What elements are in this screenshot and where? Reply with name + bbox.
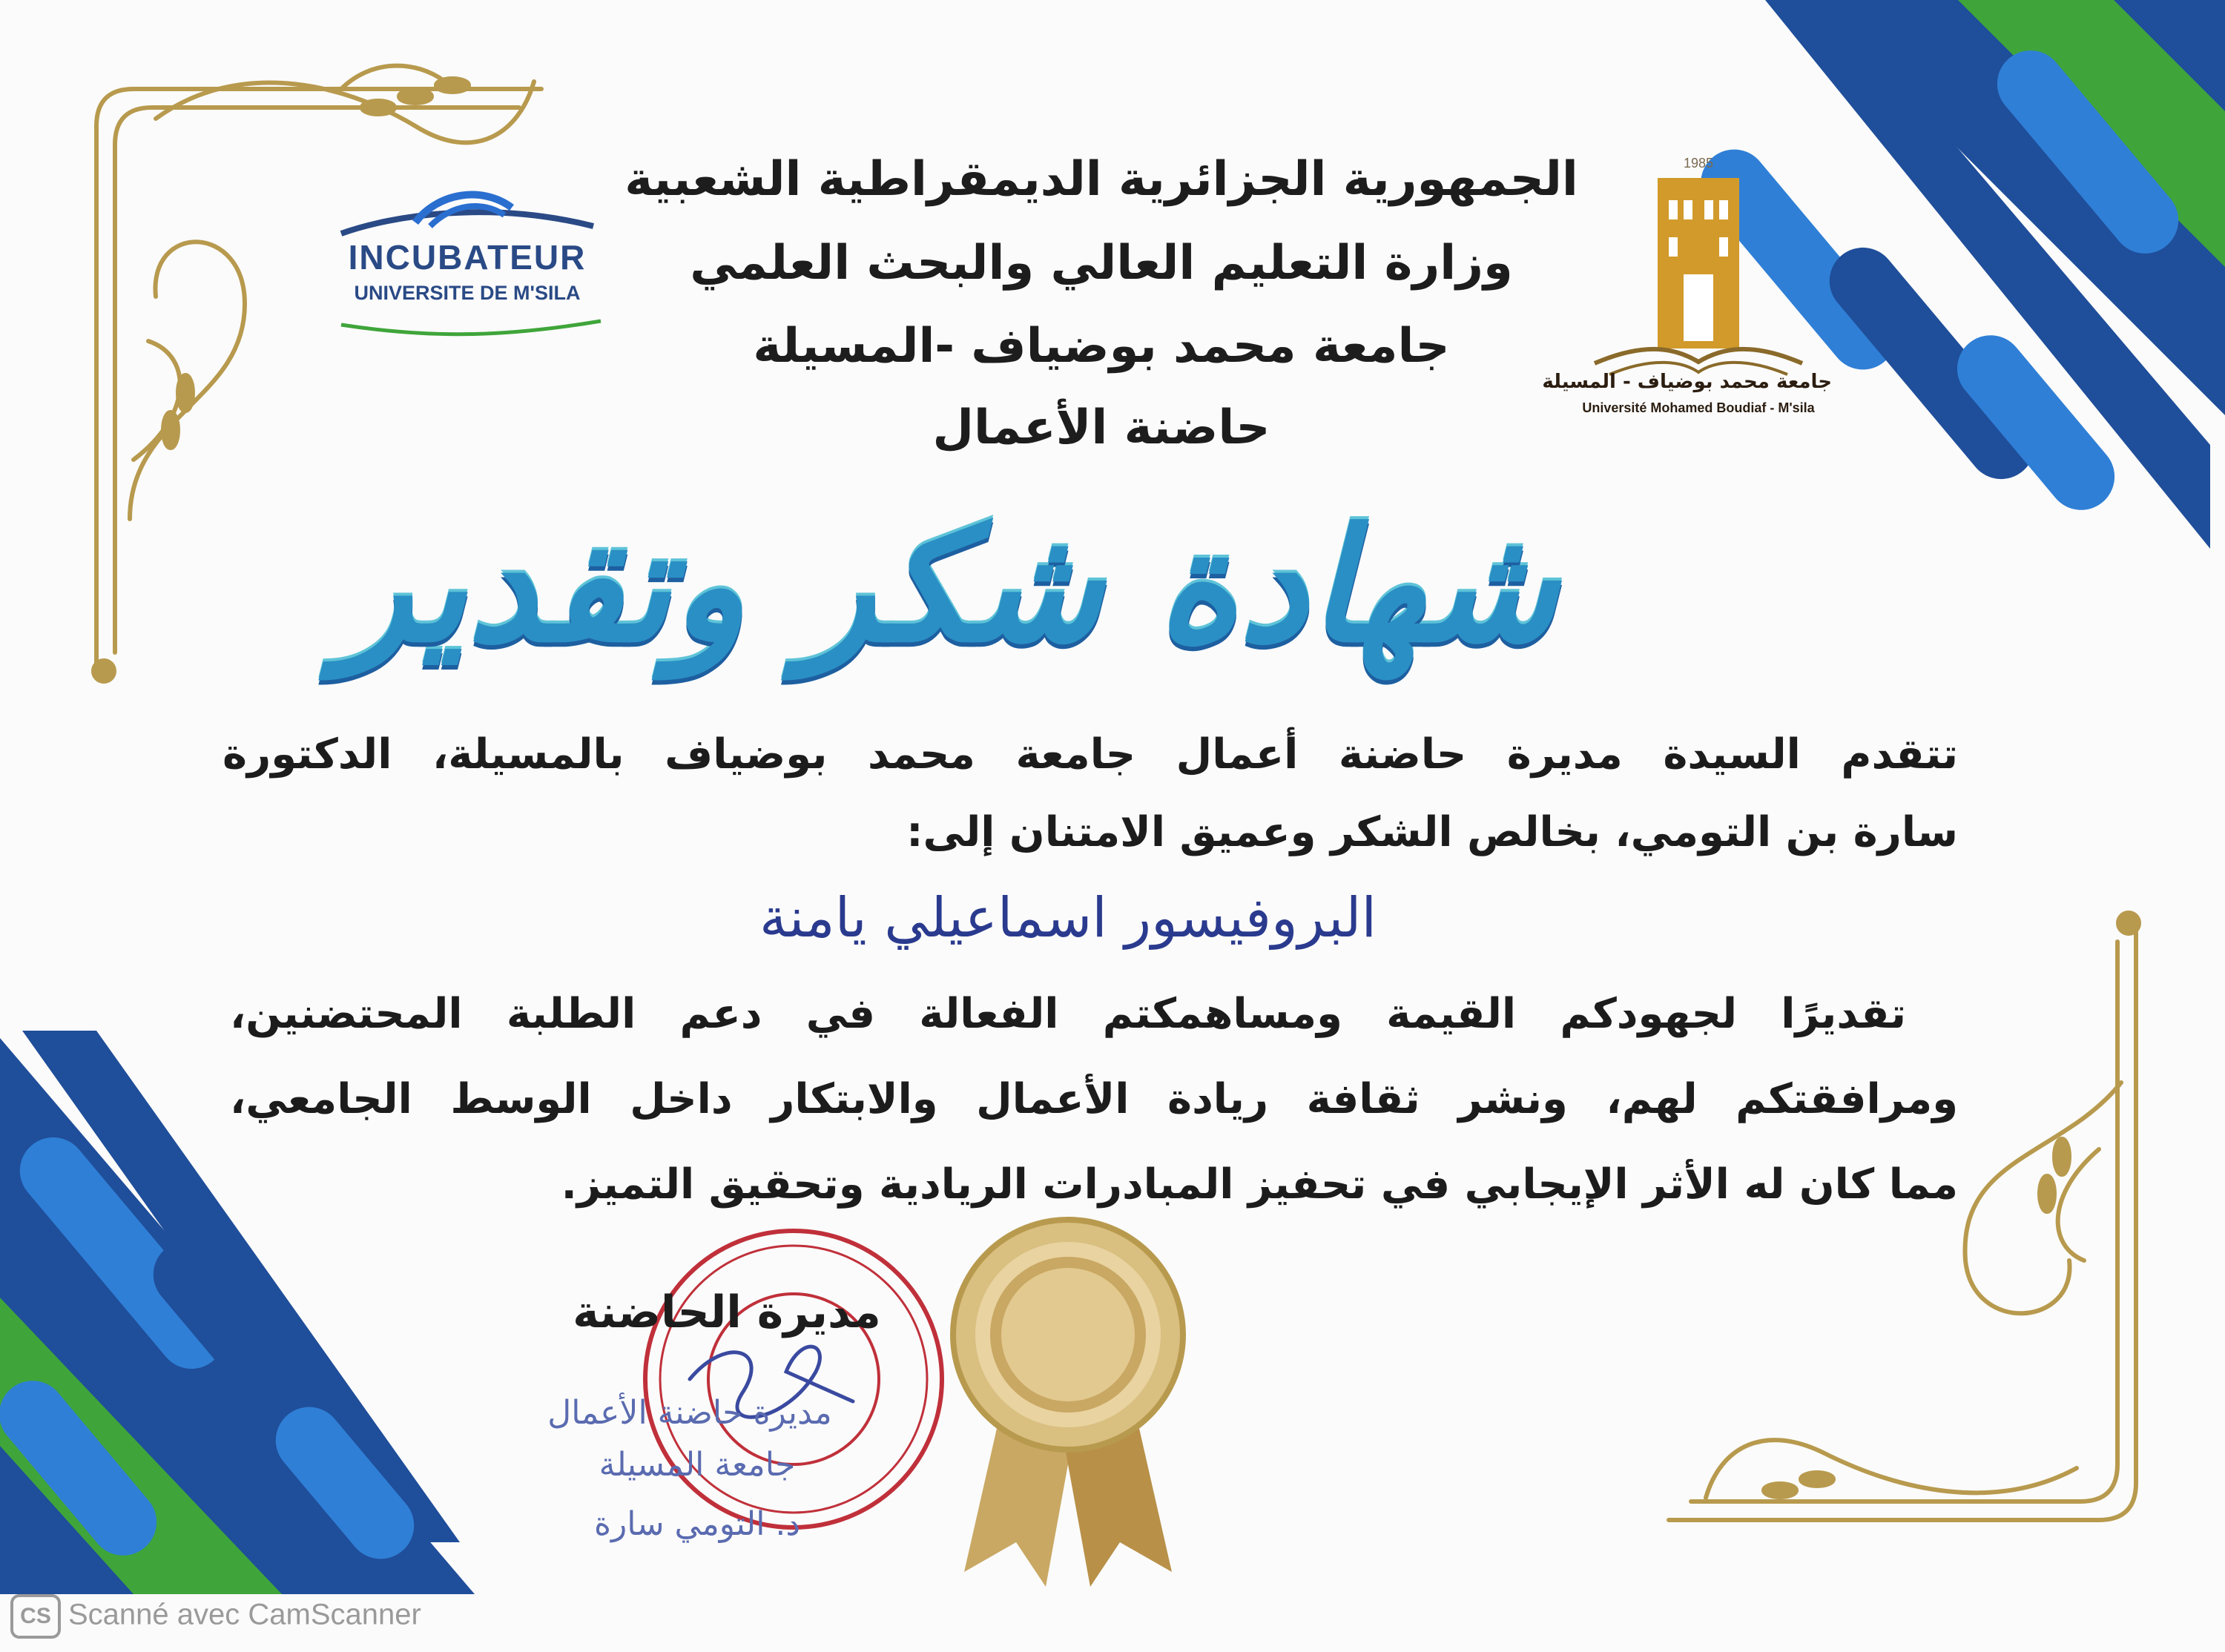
header-university: جامعة محمد بوضياف -المسيلة	[753, 319, 1450, 374]
header-ministry: وزارة التعليم العالي والبحث العلمي	[690, 236, 1513, 291]
header-incubator: حاضنة الأعمال	[932, 400, 1270, 455]
incubator-subtitle: UNIVERSITE DE M'SILA	[354, 282, 581, 304]
body-line-2: ومرافقتكم لهم، ونشر ثقافة ريادة الأعمال والابتكار داخل الوسط الجامعي،	[230, 1075, 1958, 1123]
camscanner-icon: CS	[10, 1594, 61, 1639]
university-name-french: Université Mohamed Boudiaf - M'sila	[1582, 400, 1815, 415]
stamp-text-2: جامعة المسيلة	[599, 1446, 796, 1484]
certificate-title: شهادة شكر وتقدير	[337, 494, 1558, 677]
intro-line-2: سارة بن التومي، بخالص الشكر وعميق الامتنان إلى:	[906, 808, 1958, 856]
camscanner-watermark	[10, 1594, 421, 1639]
gold-medal-seal	[953, 1220, 1183, 1587]
intro-line-1: تتقدم السيدة مديرة حاضنة أعمال جامعة محمد بوضياف بالمسيلة، الدكتورة	[222, 730, 1958, 779]
recipient-name: البروفيسور اسماعيلي يامنة	[759, 886, 1377, 950]
stamp-text-1: مديرة حاضنة الأعمال	[547, 1394, 832, 1432]
signature-title: مديرة الحاضنة	[573, 1286, 881, 1338]
body-line-3: مما كان له الأثر الإيجابي في تحفيز المبادرات الريادية وتحقيق التميز.	[561, 1160, 1958, 1209]
body-line-1: تقديرًا لجهودكم القيمة ومساهمكتم الفعالة في دعم الطلبة المحتضنين،	[230, 990, 1906, 1038]
incubator-brand: INCUBATEUR	[348, 238, 587, 277]
university-name-arabic: جامعة محمد بوضياف - المسيلة	[1542, 371, 1832, 393]
stamp-text-3: د. التومي سارة	[593, 1505, 800, 1543]
header-republic: الجمهورية الجزائرية الديمقراطية الشعبية	[624, 152, 1578, 207]
university-year: 1985	[1684, 156, 1714, 171]
camscanner-text: Scanné avec CamScanner	[68, 1598, 421, 1631]
